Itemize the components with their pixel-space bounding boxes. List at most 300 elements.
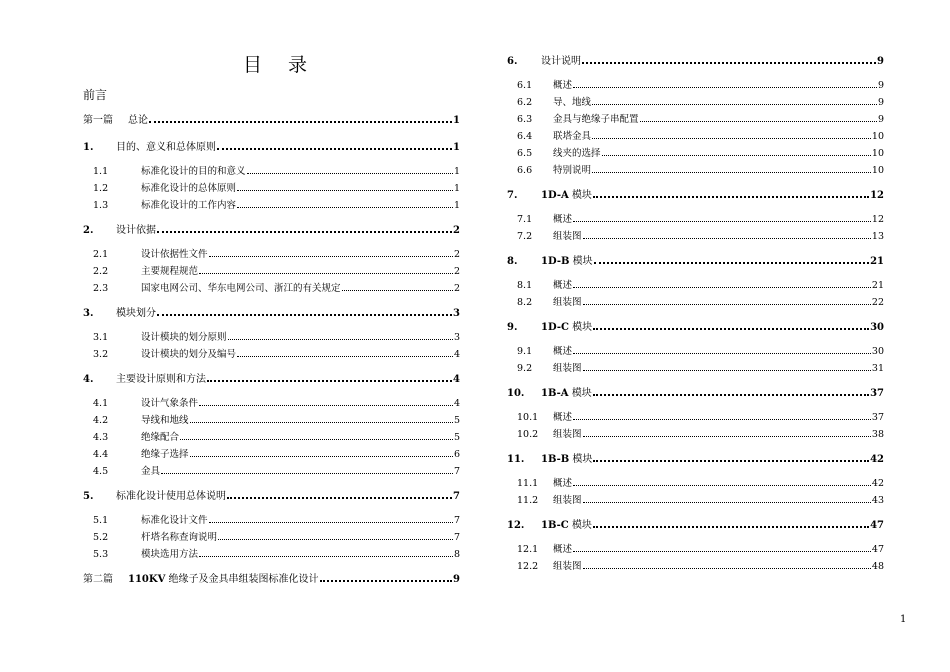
toc-title: 目 录: [242, 54, 318, 76]
toc-entry-title-text: 设计模块的划分原则: [141, 332, 227, 343]
toc-entry-title: [141, 512, 208, 526]
dot-leader: [573, 551, 871, 552]
preface-heading: 前言: [83, 88, 108, 102]
toc-entry-title: [553, 111, 639, 125]
toc-subsection-entry[interactable]: [507, 409, 884, 423]
toc-entry-title-code: 110KV: [128, 574, 166, 585]
toc-entry-number: 6.5: [517, 148, 533, 159]
dot-leader: [592, 172, 871, 173]
toc-entry-title: [553, 94, 591, 108]
toc-entry-title: [553, 162, 591, 176]
toc-entry-page: 47: [870, 520, 884, 531]
toc-chapter-entry[interactable]: [507, 252, 884, 267]
toc-entry-title-text: 主要设计原则和方法: [116, 374, 206, 385]
toc-subsection-entry[interactable]: [507, 541, 884, 555]
toc-entry-page: 2: [453, 283, 460, 294]
toc-entry-page: 48: [871, 561, 884, 572]
dot-leader: [237, 190, 453, 191]
dot-leader: [237, 356, 453, 357]
toc-entry-number: 1.: [83, 142, 94, 153]
toc-entry-number: 11.: [507, 454, 525, 465]
toc-entry-title-text: 标准化设计的目的和意义: [141, 166, 246, 177]
toc-subsection-entry[interactable]: [507, 277, 884, 291]
toc-entry-title-text: 设计依据性文件: [141, 249, 208, 260]
toc-entry-title: [541, 450, 592, 465]
toc-entry-page: 7: [453, 532, 460, 543]
toc-entry-title-text: 模块划分: [116, 308, 156, 319]
toc-entry-number: 1.3: [93, 200, 109, 211]
toc-entry-page: 6: [453, 449, 460, 460]
toc-entry-page: 4: [453, 374, 460, 385]
toc-entry-title-text: 联塔金具: [553, 131, 592, 142]
toc-entry-title-text: 概述: [553, 412, 573, 423]
toc-entry-number: 8.2: [517, 297, 533, 308]
dot-leader: [217, 148, 452, 150]
toc-entry-number: 6.2: [517, 97, 533, 108]
toc-subsection-entry[interactable]: [507, 426, 884, 440]
toc-entry-title: [128, 111, 148, 126]
toc-entry-number: 3.1: [93, 332, 109, 343]
toc-entry-number: 12.: [507, 520, 525, 531]
toc-entry-title: [141, 263, 198, 277]
toc-entry-page: 31: [871, 363, 884, 374]
toc-entry-title: [116, 487, 226, 502]
toc-entry-title-text: 总论: [128, 115, 148, 126]
toc-entry-page: 3: [453, 308, 460, 319]
toc-entry-title-text: 概述: [553, 478, 573, 489]
toc-entry-title: [553, 475, 572, 489]
toc-entry-title: [553, 145, 601, 159]
dot-leader: [583, 238, 871, 239]
toc-entry-number: 6.1: [517, 80, 533, 91]
dot-leader: [218, 539, 453, 540]
toc-subsection-entry[interactable]: [83, 446, 460, 460]
toc-entry-number: 4.3: [93, 432, 109, 443]
toc-entry-page: 10: [871, 148, 884, 159]
dot-leader: [593, 394, 869, 396]
toc-entry-number: 第一篇: [83, 115, 113, 126]
dot-leader: [583, 370, 871, 371]
toc-entry-number: 4.: [83, 374, 94, 385]
dot-leader: [190, 422, 453, 423]
toc-entry-title: [553, 294, 582, 308]
toc-subsection-entry[interactable]: [83, 280, 460, 294]
toc-entry-title: [141, 180, 236, 194]
toc-entry-number: 4.2: [93, 415, 109, 426]
toc-entry-title: [541, 384, 592, 399]
toc-entry-title-text: 特别说明: [553, 165, 592, 176]
toc-entry-page: 2: [453, 225, 460, 236]
toc-entry-title-text: 概述: [553, 544, 573, 555]
toc-entry-title: [553, 277, 572, 291]
dot-leader: [320, 580, 453, 582]
dot-leader: [149, 121, 452, 123]
dot-leader: [227, 497, 452, 499]
toc-entry-title: [141, 529, 217, 543]
toc-entry-number: 3.2: [93, 349, 109, 360]
toc-entry-title: [141, 197, 236, 211]
toc-entry-title-text: 设计气象条件: [141, 398, 199, 409]
dot-leader: [593, 196, 869, 198]
toc-entry-number: 7.1: [517, 214, 533, 225]
toc-entry-number: 12.1: [517, 544, 539, 555]
toc-entry-page: 47: [871, 544, 884, 555]
toc-entry-page: 1: [453, 200, 460, 211]
toc-entry-title: [553, 228, 582, 242]
toc-entry-number: 2.: [83, 225, 94, 236]
toc-entry-page: 9: [877, 97, 884, 108]
toc-entry-title: [141, 346, 236, 360]
toc-entry-page: 4: [453, 349, 460, 360]
toc-entry-page: 9: [453, 574, 460, 585]
toc-entry-title-text: 主要规程规范: [141, 266, 199, 277]
toc-entry-number: 第二篇: [83, 574, 113, 585]
toc-entry-number: 8.1: [517, 280, 533, 291]
toc-entry-title: [116, 138, 216, 153]
toc-entry-title: [541, 252, 593, 267]
toc-entry-title-text: 模块: [568, 388, 592, 399]
toc-entry-title-text: 组装图: [553, 231, 582, 242]
dot-leader: [592, 138, 871, 139]
toc-entry-page: 12: [870, 190, 884, 201]
dot-leader: [583, 502, 871, 503]
toc-chapter-entry[interactable]: [507, 186, 884, 201]
toc-chapter-entry[interactable]: [83, 138, 460, 153]
toc-entry-title-text: 目的、意义和总体原则: [116, 142, 216, 153]
dot-leader: [190, 456, 453, 457]
toc-entry-title-text: 杆塔名称查询说明: [141, 532, 218, 543]
toc-entry-page: 9: [877, 56, 884, 67]
toc-entry-number: 6.6: [517, 165, 533, 176]
toc-entry-title-text: 标准化设计的工作内容: [141, 200, 237, 211]
toc-entry-title: [116, 221, 156, 236]
toc-subsection-entry[interactable]: [83, 395, 460, 409]
toc-entry-title-code: 1B-B: [541, 454, 570, 465]
toc-entry-title-text: 导线和地线: [141, 415, 189, 426]
toc-entry-page: 42: [870, 454, 884, 465]
toc-entry-title: [116, 304, 156, 319]
toc-subsection-entry[interactable]: [507, 162, 884, 176]
toc-entry-number: 12.2: [517, 561, 539, 572]
toc-entry-title-text: 模块: [569, 454, 593, 465]
toc-subsection-entry[interactable]: [83, 180, 460, 194]
toc-entry-title: [553, 211, 572, 225]
toc-subsection-entry[interactable]: [507, 343, 884, 357]
toc-entry-title-code: 1D-A: [541, 190, 569, 201]
toc-subsection-entry[interactable]: [507, 228, 884, 242]
dot-leader: [209, 522, 453, 523]
toc-entry-page: 30: [871, 346, 884, 357]
toc-entry-number: 7.2: [517, 231, 533, 242]
toc-entry-page: 12: [871, 214, 884, 225]
toc-left-column: [83, 111, 460, 585]
toc-entry-title: [553, 541, 572, 555]
toc-entry-title-text: 组装图: [553, 297, 582, 308]
toc-entry-number: 4.5: [93, 466, 109, 477]
toc-subsection-entry[interactable]: [507, 558, 884, 572]
toc-entry-page: 4: [453, 398, 460, 409]
toc-subsection-entry[interactable]: [507, 475, 884, 489]
toc-chapter-entry[interactable]: [507, 450, 884, 465]
toc-entry-title-text: 标准化设计使用总体说明: [116, 491, 226, 502]
toc-entry-number: 6.3: [517, 114, 533, 125]
toc-subsection-entry[interactable]: [83, 329, 460, 343]
toc-entry-page: 1: [453, 142, 460, 153]
toc-entry-title: [553, 128, 591, 142]
dot-leader: [640, 121, 877, 122]
toc-entry-title-code: 1B-A: [541, 388, 569, 399]
toc-subsection-entry[interactable]: [83, 163, 460, 177]
toc-entry-number: 6.: [507, 56, 518, 67]
toc-entry-title-code: 1B-C: [541, 520, 569, 531]
toc-subsection-entry[interactable]: [83, 197, 460, 211]
toc-entry-title-text: 标准化设计的总体原则: [141, 183, 237, 194]
toc-entry-number: 8.: [507, 256, 518, 267]
toc-entry-title-text: 绝缘子选择: [141, 449, 189, 460]
toc-entry-page: 30: [870, 322, 884, 333]
toc-entry-title: [141, 463, 160, 477]
dot-leader: [583, 568, 871, 569]
dot-leader: [573, 221, 871, 222]
toc-subsection-entry[interactable]: [507, 111, 884, 125]
toc-entry-title-text: 模块: [569, 256, 593, 267]
toc-entry-title: [141, 446, 189, 460]
toc-entry-title-text: 国家电网公司、华东电网公司、浙江的有关规定: [141, 283, 341, 294]
toc-right-column: [507, 52, 884, 572]
toc-entry-number: 9.: [507, 322, 518, 333]
dot-leader: [209, 256, 453, 257]
toc-entry-title: [553, 77, 572, 91]
dot-leader: [593, 328, 869, 330]
toc-entry-title: [141, 163, 246, 177]
page-number: 1: [900, 614, 907, 625]
dot-leader: [199, 556, 453, 557]
toc-entry-title-text: 金具: [141, 466, 161, 477]
toc-entry-number: 5.1: [93, 515, 109, 526]
toc-chapter-entry[interactable]: [507, 516, 884, 531]
toc-entry-title-text: 模块: [568, 520, 592, 531]
toc-entry-number: 9.2: [517, 363, 533, 374]
toc-entry-title-text: 模块: [568, 322, 593, 333]
toc-entry-number: 9.1: [517, 346, 533, 357]
toc-chapter-entry[interactable]: [83, 221, 460, 236]
toc-entry-title: [553, 426, 582, 440]
toc-entry-title: [141, 429, 179, 443]
toc-entry-title: [553, 343, 572, 357]
toc-entry-number: 1.1: [93, 166, 109, 177]
dot-leader: [247, 173, 453, 174]
toc-chapter-entry[interactable]: [507, 318, 884, 333]
toc-entry-page: 13: [871, 231, 884, 242]
toc-subsection-entry[interactable]: [83, 529, 460, 543]
toc-entry-title: [128, 570, 319, 585]
dot-leader: [573, 87, 877, 88]
toc-entry-page: 21: [870, 256, 884, 267]
toc-entry-title-text: 概述: [553, 346, 573, 357]
dot-leader: [157, 231, 452, 233]
dot-leader: [583, 304, 871, 305]
toc-entry-title-code: 1D-B: [541, 256, 570, 267]
toc-entry-title: [541, 516, 592, 531]
toc-entry-page: 8: [453, 549, 460, 560]
toc-entry-title: [116, 370, 206, 385]
toc-entry-number: 4.4: [93, 449, 109, 460]
toc-chapter-entry[interactable]: [83, 370, 460, 385]
toc-entry-title: [141, 412, 189, 426]
toc-entry-number: 3.: [83, 308, 94, 319]
toc-entry-title-text: 设计说明: [541, 56, 581, 67]
toc-entry-title: [553, 409, 572, 423]
toc-subsection-entry[interactable]: [83, 463, 460, 477]
toc-entry-page: 10: [871, 131, 884, 142]
toc-entry-page: 7: [453, 515, 460, 526]
toc-entry-title: [553, 492, 582, 506]
toc-subsection-entry[interactable]: [507, 294, 884, 308]
toc-entry-page: 2: [453, 249, 460, 260]
toc-entry-page: 22: [871, 297, 884, 308]
toc-entry-number: 5.3: [93, 549, 109, 560]
toc-subsection-entry[interactable]: [507, 128, 884, 142]
toc-entry-page: 9: [877, 114, 884, 125]
dot-leader: [207, 380, 452, 382]
toc-entry-title-text: 绝缘配合: [141, 432, 180, 443]
dot-leader: [582, 62, 876, 64]
toc-entry-page: 21: [871, 280, 884, 291]
toc-chapter-entry[interactable]: [83, 487, 460, 502]
toc-entry-title-text: 金具与绝缘子串配置: [553, 114, 639, 125]
dot-leader: [342, 290, 453, 291]
toc-entry-number: 10.2: [517, 429, 539, 440]
toc-entry-number: 1.2: [93, 183, 109, 194]
toc-entry-title-text: 模块: [568, 190, 592, 201]
toc-entry-page: 42: [871, 478, 884, 489]
toc-entry-title: [141, 280, 341, 294]
toc-entry-page: 3: [453, 332, 460, 343]
dot-leader: [573, 485, 871, 486]
toc-entry-title-code: 1D-C: [541, 322, 569, 333]
toc-entry-page: 2: [453, 266, 460, 277]
toc-subsection-entry[interactable]: [507, 94, 884, 108]
toc-entry-page: 7: [453, 466, 460, 477]
dot-leader: [199, 405, 453, 406]
toc-entry-title-text: 模块选用方法: [141, 549, 199, 560]
toc-entry-title-text: 设计模块的划分及编号: [141, 349, 237, 360]
toc-entry-title-text: 概述: [553, 80, 573, 91]
dot-leader: [573, 419, 871, 420]
toc-entry-title: [553, 360, 582, 374]
toc-entry-number: 4.1: [93, 398, 109, 409]
dot-leader: [573, 353, 871, 354]
toc-chapter-entry[interactable]: [507, 384, 884, 399]
toc-entry-page: 43: [871, 495, 884, 506]
toc-entry-title: [141, 246, 208, 260]
toc-entry-page: 37: [870, 388, 884, 399]
toc-subsection-entry[interactable]: [507, 145, 884, 159]
toc-entry-page: 38: [871, 429, 884, 440]
dot-leader: [583, 436, 871, 437]
toc-entry-number: 2.3: [93, 283, 109, 294]
toc-entry-title: [541, 52, 581, 67]
toc-entry-number: 6.4: [517, 131, 533, 142]
toc-entry-page: 10: [871, 165, 884, 176]
toc-entry-page: 37: [871, 412, 884, 423]
toc-subsection-entry[interactable]: [507, 492, 884, 506]
toc-entry-title-text: 概述: [553, 280, 573, 291]
toc-entry-number: 7.: [507, 190, 518, 201]
toc-entry-title-text: 标准化设计文件: [141, 515, 208, 526]
toc-entry-page: 9: [877, 80, 884, 91]
toc-subsection-entry[interactable]: [83, 246, 460, 260]
toc-subsection-entry[interactable]: [507, 211, 884, 225]
toc-entry-number: 10.1: [517, 412, 539, 423]
toc-chapter-entry[interactable]: [83, 570, 460, 585]
toc-entry-title-text: 设计依据: [116, 225, 156, 236]
toc-subsection-entry[interactable]: [83, 512, 460, 526]
toc-subsection-entry[interactable]: [83, 412, 460, 426]
toc-entry-title-text: 组装图: [553, 495, 582, 506]
toc-entry-number: 10.: [507, 388, 525, 399]
dot-leader: [593, 460, 869, 462]
toc-entry-number: 11.2: [517, 495, 539, 506]
toc-entry-number: 5.: [83, 491, 94, 502]
toc-entry-page: 1: [453, 115, 460, 126]
toc-chapter-entry[interactable]: [83, 111, 460, 126]
toc-entry-page: 5: [453, 415, 460, 426]
toc-entry-title: [541, 186, 592, 201]
dot-leader: [237, 207, 453, 208]
dot-leader: [592, 104, 877, 105]
toc-entry-title: [141, 395, 198, 409]
dot-leader: [161, 473, 453, 474]
toc-entry-number: 2.1: [93, 249, 109, 260]
dot-leader: [602, 155, 871, 156]
dot-leader: [573, 287, 871, 288]
toc-entry-title-text: 组装图: [553, 561, 582, 572]
dot-leader: [180, 439, 453, 440]
toc-chapter-entry[interactable]: [83, 304, 460, 319]
dot-leader: [594, 262, 869, 264]
toc-entry-number: 5.2: [93, 532, 109, 543]
toc-subsection-entry[interactable]: [507, 77, 884, 91]
toc-entry-title-text: 线夹的选择: [553, 148, 601, 159]
toc-entry-title-text: 组装图: [553, 429, 582, 440]
toc-subsection-entry[interactable]: [83, 429, 460, 443]
toc-entry-title: [541, 318, 592, 333]
toc-entry-page: 7: [453, 491, 460, 502]
toc-chapter-entry[interactable]: [507, 52, 884, 67]
dot-leader: [157, 314, 452, 316]
toc-entry-title: [553, 558, 582, 572]
dot-leader: [593, 526, 869, 528]
toc-entry-title: [141, 546, 198, 560]
toc-entry-title: [141, 329, 227, 343]
dot-leader: [228, 339, 453, 340]
toc-entry-title-text: 导、地线: [553, 97, 592, 108]
toc-entry-title-text: 绝缘子及金具串组装图标准化设计: [165, 574, 319, 585]
toc-entry-number: 2.2: [93, 266, 109, 277]
toc-subsection-entry[interactable]: [83, 263, 460, 277]
toc-entry-number: 11.1: [517, 478, 539, 489]
toc-entry-page: 1: [453, 183, 460, 194]
toc-entry-title-text: 概述: [553, 214, 573, 225]
toc-entry-page: 1: [453, 166, 460, 177]
toc-entry-page: 5: [453, 432, 460, 443]
dot-leader: [199, 273, 453, 274]
toc-subsection-entry[interactable]: [83, 346, 460, 360]
toc-entry-title-text: 组装图: [553, 363, 582, 374]
toc-subsection-entry[interactable]: [507, 360, 884, 374]
toc-subsection-entry[interactable]: [83, 546, 460, 560]
